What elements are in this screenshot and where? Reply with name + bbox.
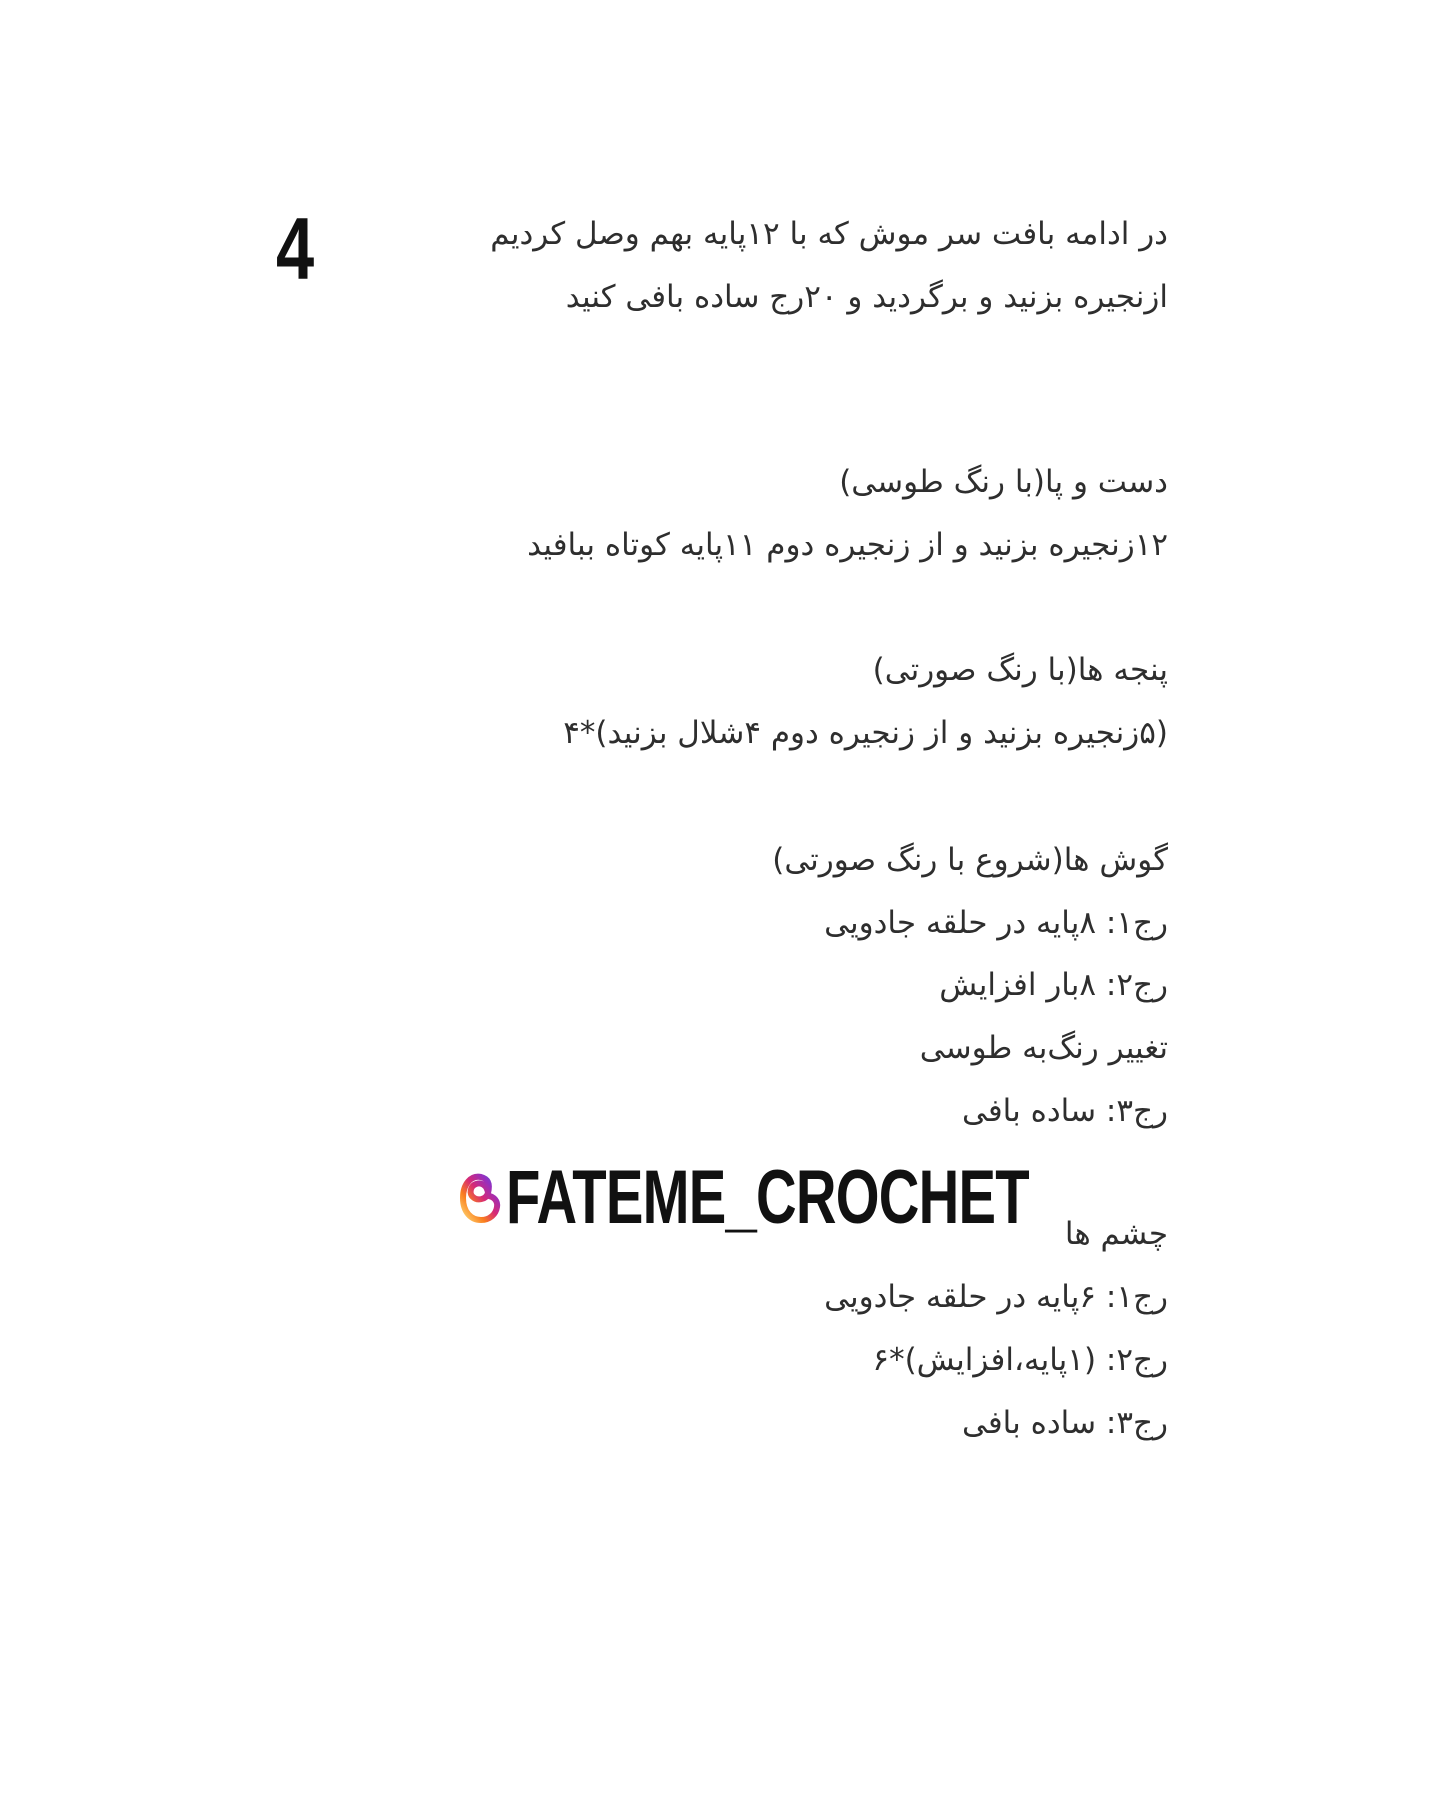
ears-heading: گوش ها(شروع با رنگ صورتی) — [772, 842, 1168, 878]
watermark-handle: FATEME_CROCHET — [506, 1155, 1029, 1240]
ears-row-3: رج۳: ساده بافی — [962, 1093, 1168, 1129]
paws-line-1: (۵زنجیره بزنید و از زنجیره دوم ۴شلال بزنید)*۴ — [563, 715, 1168, 751]
eyes-row-2: رج۲: (۱پایه،افزایش)*۶ — [872, 1342, 1168, 1378]
eyes-row-3: رج۳: ساده بافی — [962, 1405, 1168, 1441]
intro-line-1: در ادامه بافت سر موش که با ۱۲پایه بهم وصل کردیم — [490, 216, 1168, 252]
arms-legs-line-1: ۱۲زنجیره بزنید و از زنجیره دوم ۱۱پایه کوتاه ببافید — [527, 527, 1168, 563]
paws-heading: پنجه ها(با رنگ صورتی) — [872, 652, 1168, 688]
threads-icon — [458, 1171, 502, 1225]
ears-row-1: رج۱: ۸پایه در حلقه جادویی — [824, 905, 1168, 941]
page-number: 4 — [276, 199, 315, 298]
arms-legs-heading: دست و پا(با رنگ طوسی) — [839, 464, 1168, 500]
eyes-row-1: رج۱: ۶پایه در حلقه جادویی — [824, 1279, 1168, 1315]
intro-line-2: ازنجیره بزنید و برگردید و ۲۰رج ساده بافی کنید — [565, 279, 1168, 315]
ears-row-2: رج۲: ۸بار افزایش — [939, 967, 1168, 1003]
eyes-heading: چشم ها — [1064, 1216, 1168, 1252]
ears-color-change: تغییر رنگ‌به طوسی — [919, 1030, 1168, 1066]
